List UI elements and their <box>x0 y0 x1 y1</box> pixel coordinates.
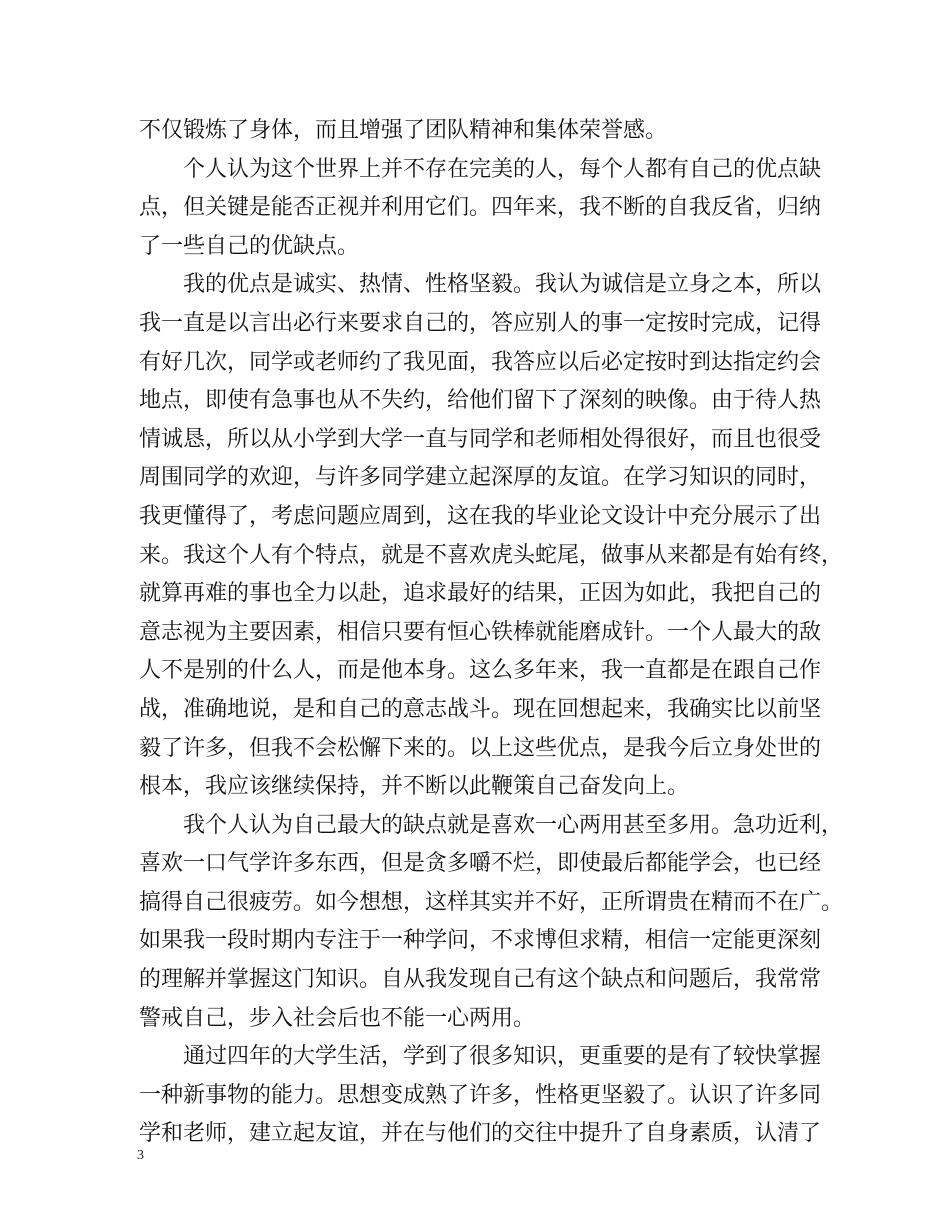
text-line: 有好几次，同学或老师约了我见面，我答应以后必定按时到达指定约会 <box>139 349 822 375</box>
text-line: 地点，即使有急事也从不失约，给他们留下了深刻的映像。由于待人热 <box>139 388 822 414</box>
text-line: 个人认为这个世界上并不存在完美的人，每个人都有自己的优点缺 <box>183 156 822 182</box>
text-line: 如果我一段时期内专注于一种学问，不求博但求精，相信一定能更深刻 <box>139 928 822 954</box>
text-line: 搞得自己很疲劳。如今想想，这样其实并不好，正所谓贵在精而不在广。 <box>139 889 844 915</box>
text-line: 周围同学的欢迎，与许多同学建立起深厚的友谊。在学习知识的同时， <box>139 465 822 491</box>
text-line: 学和老师，建立起友谊，并在与他们的交往中提升了自身素质，认清了 <box>139 1121 822 1147</box>
text-line: 人不是别的什么人，而是他本身。这么多年来，我一直都是在跟自己作 <box>139 658 822 684</box>
text-line: 就算再难的事也全力以赴，追求最好的结果，正因为如此，我把自己的 <box>139 581 822 607</box>
text-line: 我的优点是诚实、热情、性格坚毅。我认为诚信是立身之本，所以 <box>183 272 822 298</box>
text-line: 了一些自己的优缺点。 <box>139 233 360 259</box>
text-line: 毅了许多，但我不会松懈下来的。以上这些优点，是我今后立身处世的 <box>139 735 822 761</box>
text-line: 通过四年的大学生活，学到了很多知识，更重要的是有了较快掌握 <box>183 1044 822 1070</box>
page-number: 3 <box>137 1148 144 1163</box>
text-line: 一种新事物的能力。思想变成熟了许多，性格更坚毅了。认识了许多同 <box>139 1082 822 1108</box>
text-line: 情诚恳，所以从小学到大学一直与同学和老师相处得很好，而且也很受 <box>139 426 822 452</box>
text-line: 我个人认为自己最大的缺点就是喜欢一心两用甚至多用。急功近利， <box>183 812 844 838</box>
text-line: 我一直是以言出必行来要求自己的，答应别人的事一定按时完成，记得 <box>139 310 822 336</box>
text-line: 战，准确地说，是和自己的意志战斗。现在回想起来，我确实比以前坚 <box>139 696 822 722</box>
text-line: 的理解并掌握这门知识。自从我发现自己有这个缺点和问题后，我常常 <box>139 967 822 993</box>
text-line: 不仅锻炼了身体，而且增强了团队精神和集体荣誉感。 <box>139 118 668 143</box>
text-line: 意志视为主要因素，相信只要有恒心铁棒就能磨成针。一个人最大的敌 <box>139 619 822 645</box>
text-line: 我更懂得了，考虑问题应周到，这在我的毕业论文设计中充分展示了出 <box>139 503 822 529</box>
text-line: 喜欢一口气学许多东西，但是贪多嚼不烂，即使最后都能学会，也已经 <box>139 851 822 877</box>
text-line: 点，但关键是能否正视并利用它们。四年来，我不断的自我反省，归纳 <box>139 195 822 221</box>
text-line: 根本，我应该继续保持，并不断以此鞭策自己奋发向上。 <box>139 774 690 800</box>
text-line: 警戒自己，步入社会后也不能一心两用。 <box>139 1005 536 1031</box>
body-text <box>139 112 844 1154</box>
text-line: 来。我这个人有个特点，就是不喜欢虎头蛇尾，做事从来都是有始有终， <box>139 542 844 568</box>
